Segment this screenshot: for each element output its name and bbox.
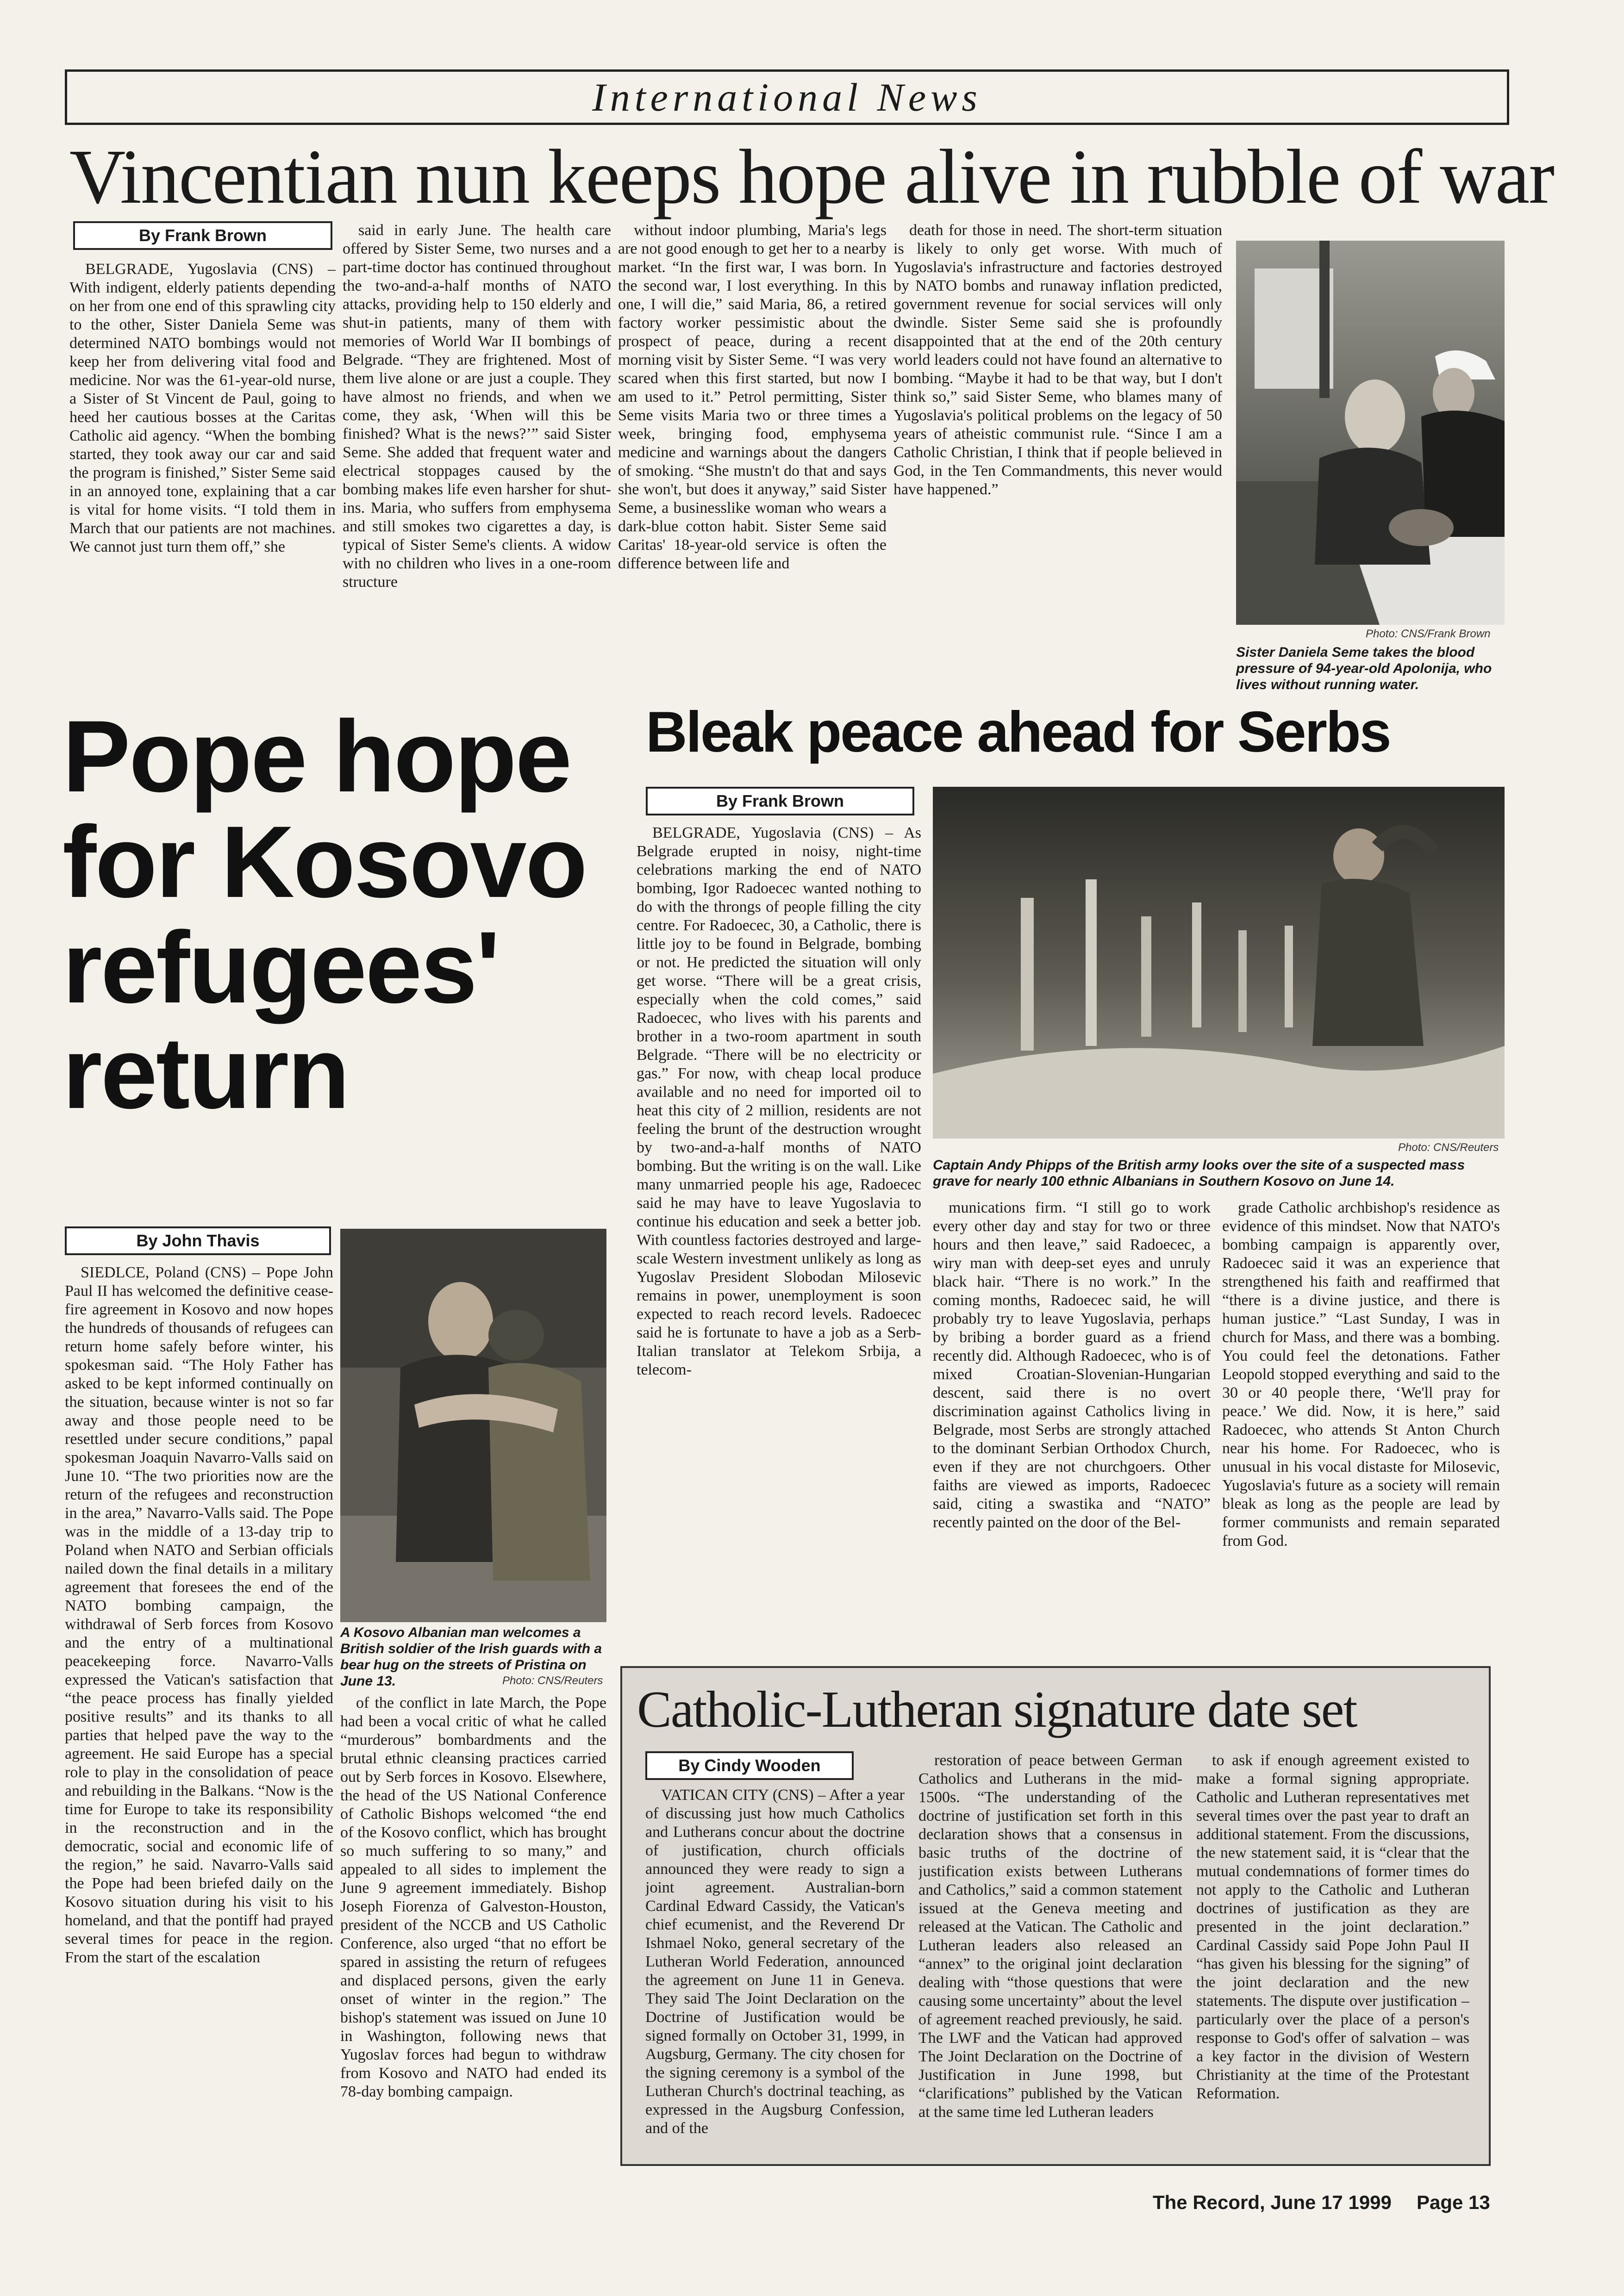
story4-col2: restoration of peace between German Catholics and Lutherans in the mid-1500s. “The understanding of the doctrine of justification set forth in this declaration shows that a consensus in basic truths of the doctrine of justification exists between Lutherans and Catholics,” said a common statement issued at the Geneva meeting and released at the Vatican. The Catholic and Lutheran leaders also released an “annex” to the original joint declaration dealing with “those questions that were causing some uncertainty” about the level of agreement reached previously, he said. The LWF and the Vatican had approved The Joint Declaration on the Doctrine of Justification in June 1998, but “clarifications” published by the Vatican at the same time led Lutheran leaders [918,1752,1182,2121]
story3-col1: BELGRADE, Yugoslavia (CNS) – As Belgrade erupted in noisy, night-time celebrations marking the end of NATO bombing, Igor Radoecec wanted nothing to do with the throngs of people filling the city centre. For Radoecec, 30, a Catholic, there is little joy to be found in Belgrade, bombing or not. He predicted the situation will only get worse. “There will be a great crisis, especially when the cold comes,” said Radoecec, who lives with his parents and brother in a two-room apartment in south Belgrade. “There will be no electricity or gas.” For now, with cheap local produce available and no need for imported oil to heat this city of 2 million, residents are not feeling the brunt of the destruction wrought by two-and-a-half months of NATO bombing. But the writing is on the wall. Like many unmarried people his age, Radoecec said he may have to leave Yugoslavia to continue his education and seek a better job. With countless factories destroyed and large-scale Western investment unlikely as long as Yugoslav President Slobodan Milosevic remains in power, unemployment is soon expected to reach record levels. Radoecec said he is fortunate to have a job as a Serb-Italian translator at Telekom Srbija, a telecom- [637,824,921,1378]
section-title: International News [592,75,982,119]
story3-caption: Captain Andy Phipps of the British army looks over the site of a suspected mass grave for nearly 100 ethnic Albanians in Southern Kosovo on June 14. [933,1157,1465,1189]
story3-headline: Bleak peace ahead for Serbs [646,700,1390,764]
footer-paper-date: The Record, June 17 1999 [1153,2191,1392,2213]
story2-byline: By John Thavis [65,1226,331,1255]
story3-byline: By Frank Brown [646,787,914,815]
photo-kosovo-bear-hug [340,1229,606,1622]
story1-col3: without indoor plumbing, Maria's legs are not good enough to get her to a nearby market. “In the first war, I was born. In the second war, I lost everything. In this one, I will die,” said Maria, 86, a retired factory worker pessimistic about the prospect of peace, during a recent morning visit by Sister Seme. “I was very scared when this first started, but now I am used to it.” Petrol permitting, Sister Seme visits Maria two or three times a week, bringing food, emphysema medicine and warnings about the dangers of smoking. “She mustn't do that and says she won't, but does it anyway,” said Sister Seme, a businesslike woman who wears a dark-blue cotton habit. Sister Seme said Caritas' 18-year-old service is often the difference between life and [618,222,887,572]
story2-headline: Pope hope for Kosovo refugees' return [62,699,587,1130]
story4-box [620,1666,1491,2166]
story2-col2: of the conflict in late March, the Pope had been a vocal critic of what he called “murderous” bombardments and the brutal ethnic cleansing practices carried out by Serb forces in Kosovo. Elsewhere, the head of the US National Conference of Catholic Bishops welcomed “the end of the Kosovo conflict, which has brought so much suffering to so many,” and appealed to all sides to implement the June 9 agreement immediately. Bishop Joseph Fiorenza of Galveston-Houston, president of the NCCB and US Catholic Conference, also urged “that no effort be spared in assisting the return of refugees and displaced persons, given the early onset of winter in the region.” The bishop's statement was issued on June 10 in Washington, following news that Yugoslav forces had begun to withdraw from Kosovo and NATO had ended its 78-day bombing campaign. [340,1694,606,2100]
photo-nun-blood-pressure [1236,241,1505,625]
story4-col1: VATICAN CITY (CNS) – After a year of discussing just how much Catholics and Lutherans concur about the doctrine of justification, church officials announced they were ready to sign a joint agreement. Australian-born Cardinal Edward Cassidy, the Vatican's chief ecumenist, and the Reverend Dr Ishmael Noko, general secretary of the Lutheran World Federation, announced the agreement on June 11 in Geneva. They said The Joint Declaration on the Doctrine of Justification would be signed formally on October 31, 1999, in Augsburg, Germany. The city chosen for the signing ceremony is a symbol of the Lutheran Church's doctrinal teaching, as expressed in the Augsburg Confession, and of the [645,1786,905,2137]
story1-headline: Vincentian nun keeps hope alive in rubble of war [69,134,1554,220]
footer-page-number: Page 13 [1417,2191,1490,2213]
story2-caption: A Kosovo Albanian man welcomes a British soldier of the Irish guards with a bear hug on the streets of Pristina on June 13. [340,1625,602,1689]
story1-col4: death for those in need. The short-term situation is likely to only get worse. With much of Yugoslavia's infrastructure and factories destroyed by NATO bombs and runaway inflation predicted, government revenue for social services will only dwindle. Sister Seme said she is profoundly disappointed that at the end of the 20th century world leaders could not have found an alternative to bombing. “Maybe it had to be that way, but I don't think so,” said Sister Seme, who blames many of Yugoslavia's political problems on the legacy of 50 years of atheistic communist rule. “Since I am a Catholic Christian, I think that if people believed in God, in the Ten Commandments, this never would have happened.” [893,222,1222,498]
story2-photo-credit: Photo: CNS/Reuters [502,1674,603,1687]
story1-photo-credit: Photo: CNS/Frank Brown [1366,628,1491,640]
story3-photo-credit: Photo: CNS/Reuters [1398,1141,1499,1154]
story1-byline: By Frank Brown [73,221,332,250]
photo-mass-grave [933,787,1505,1139]
story4-headline: Catholic-Lutheran signature date set [637,1681,1357,1738]
story4-byline: By Cindy Wooden [645,1751,854,1780]
story2-col1: SIEDLCE, Poland (CNS) – Pope John Paul II has welcomed the definitive cease-fire agreement in Kosovo and now hopes the hundreds of thousands of refugees can return home safely before winter, his spokesman said. “The Holy Father has asked to be kept informed continually on the situation, because winter is not so far away and those people need to be resettled under secure conditions,” papal spokesman Joaquin Navarro-Valls said on June 10. “The two priorities now are the return of the refugees and reconstruction in the area,” Navarro-Valls said. The Pope was in the middle of a 13-day trip to Poland when NATO and Serbian officials nailed down the final details in a military agreement that foresees the end of the NATO bombing campaign, the withdrawal of Serb forces from Kosovo and the entry of a multinational peacekeeping force. Navarro-Valls expressed the Vatican's satisfaction that “the peace process has finally yielded positive results” and its thanks to all parties that helped pave the way to the agreement. He said Europe has a special role to play in the consolidation of peace and rebuilding in the Balkans. “Now is the time for Europe to take its responsibility in the reconstruction and in the democratic, social and economic life of the region,” he said. Navarro-Valls said the Pope had been briefed daily on the Kosovo situation during his visit to his homeland, and that the pontiff had prayed several times for peace in the region. From the start of the escalation [65,1264,333,1966]
story3-col3: grade Catholic archbishop's residence as evidence of this mindset. Now that NATO's bombing campaign is apparently over, Radoecec said it was an experience that strengthened his faith and reaffirmed that “there is a divine justice, and there is human justice.” “Last Sunday, I was in church for Mass, and there was a bombing. You could feel the detonations. Father Leopold stopped everything and said to the 30 or 40 people there, ‘We'll pray for peace.’ We did. Now, it is here,” said Radoecec, who attends St Anton Church near his home. For Radoecec, who is unusual in his vocal distaste for Milosevic, Yugoslavia's future as a society will remain bleak as long as the people are lead by former communists and remain separated from God. [1222,1199,1500,1549]
story1-caption: Sister Daniela Seme takes the blood pressure of 94-year-old Apolonija, who lives without running water. [1236,645,1492,692]
story1-col1: BELGRADE, Yugoslavia (CNS) – With indigent, elderly patients depending on her from one end of this sprawling city to the other, Sister Daniela Seme was determined NATO bombings would not keep her from delivering vital food and medicine. Nor was the 61-year-old nurse, a Sister of St Vincent de Paul, going to heed her cautious bosses at the Caritas Catholic aid agency. “When the bombing started, they took away our car and said the program is finished,” Sister Seme said in an annoyed tone, explaining that a car is vital for home visits. “I told them in March that our patients are not machines. We cannot just turn them off,” she [69,261,336,555]
story3-col2: munications firm. “I still go to work every other day and stay for two or three hours and then leave,” said Radoecec, a wiry man with deep-set eyes and unruly black hair. “There is no work.” In the coming months, Radoecec said, he will probably try to leave Yugoslavia, perhaps by bribing a border guard as a friend recently did. Although Radoecec, who is of mixed Croatian-Slovenian-Hungarian descent, said there is no overt discrimination against Catholics living in Belgrade, most Serbs are strongly attached to the dominant Serbian Orthodox Church, even if they are not churchgoers. Other faiths are viewed as imports, Radoecec said, citing a swastika and “NATO” recently painted on the door of the Bel- [933,1199,1211,1531]
story1-col2: said in early June. The health care offered by Sister Seme, two nurses and a part-time doctor has continued throughout the two-and-a-half months of NATO attacks, providing help to 150 elderly and shut-in patients, many of them with memories of World War II bombings of Belgrade. “They are frightened. Most of them live alone or are just a couple. They have almost no friends, and when we come, they ask, ‘When will this be finished? What is the news?’” said Sister Seme. She added that frequent water and electrical stoppages caused by the bombing makes life even harsher for shut-ins. Maria, who suffers from emphysema and still smokes two cigarettes a day, is typical of Sister Seme's clients. A widow with no children who lives in a one-room structure [343,222,611,591]
section-bar [65,69,1509,125]
story4-col3: to ask if enough agreement existed to make a formal signing appropriate. Catholic and Lutheran representatives met several times over the past year to draft an additional statement. From the discussions, the new statement said, it is “clear that the mutual condemnations of former times do not apply to the Catholic and Lutheran doctrines of justification as they are presented in the joint declaration.” Cardinal Cassidy said Pope John Paul II “has given his blessing for the signing” of the joint declaration and the new statements. The dispute over justification – particularly over the place of a person's response to God's offer of salvation – was a key factor in the division of Western Christianity at the time of the Protestant Reformation. [1196,1752,1469,2102]
